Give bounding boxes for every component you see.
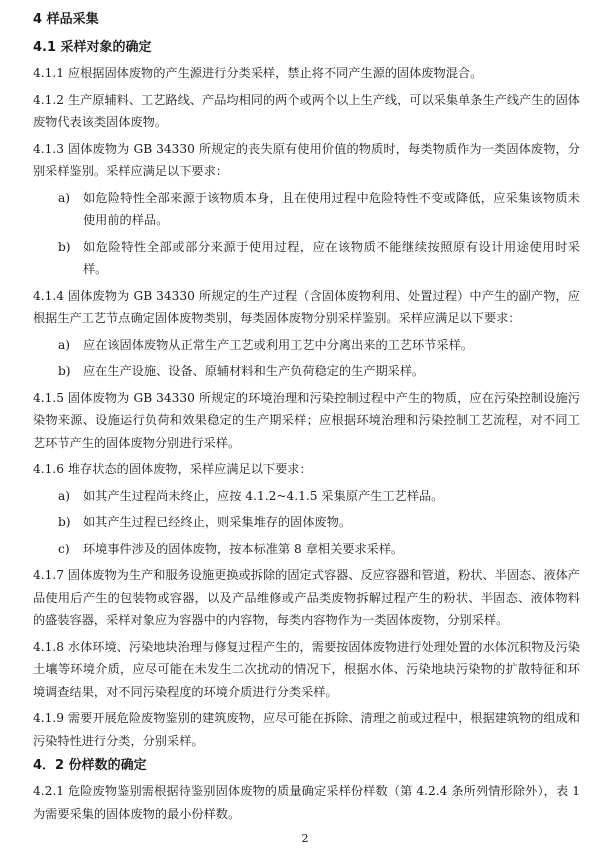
item-text: 如危险特性全部来源于该物质本身，且在使用过程中危险特性不变或降低，应采集该物质未使用前的样品。 (83, 190, 580, 227)
item-label: a) (58, 337, 71, 352)
clause-4-1-6: 4.1.6 堆存状态的固体废物，采样应满足以下要求： (33, 462, 312, 476)
item-label: b) (58, 515, 71, 529)
clause-4-1-6-item-a (33, 485, 580, 508)
clause-4-1-4-item-b (33, 360, 580, 383)
clause-4-1-4-item-a (33, 334, 580, 357)
section-heading-4-2: 4．2 份样数的确定 (33, 758, 147, 773)
clause-4-1-3-item-a (33, 187, 580, 232)
item-text: 如其产生过程尚未终止，应按 4.1.2~4.1.5 采集原产生工艺样品。 (83, 488, 444, 503)
clause-4-2-1: 4.2.1 危险废物鉴别需根据待鉴别固体废物的质量确定采样份样数（第 4.2.4 条所列情形除外），表 1 为需要采集的固体废物的最小份样数。 (33, 784, 580, 821)
section-heading-4-1: 4.1 采样对象的确定 (33, 40, 152, 55)
section-heading-4: 4 样品采集 (33, 12, 99, 27)
item-text: 应在该固体废物从正常生产工艺或利用工艺中分离出来的工艺环节采样。 (83, 337, 473, 352)
item-label: b) (58, 364, 71, 378)
clause-4-1-9: 4.1.9 需要开展危险废物鉴别的建筑废物，应尽可能在拆除、清理之前或过程中，根据建筑物的组成和污染特性进行分类，分别采样。 (33, 711, 580, 748)
clause-4-1-1: 4.1.1 应根据固体废物的产生源进行分类采样，禁止将不同产生源的固体废物混合。 (33, 66, 483, 80)
item-text: 如其产生过程已经终止，则采集堆存的固体废物。 (83, 515, 352, 529)
item-text: 应在生产设施、设备、原辅材料和生产负荷稳定的生产期采样。 (83, 364, 425, 378)
clause-4-1-4: 4.1.4 固体废物为 GB 34330 所规定的生产过程（含固体废物利用、处置过程）中产生的副产物，应根据生产工艺节点确定固体废物类别，每类固体废物分别采样鉴别。采样应满足以下要求： (33, 288, 580, 325)
clause-4-1-2: 4.1.2 生产原辅料、工艺路线、产品均相同的两个或两个以上生产线，可以采集单条生产线产生的固体废物代表该类固体废物。 (33, 92, 580, 129)
clause-4-1-6-item-b (33, 511, 580, 534)
clause-4-1-3-item-b (33, 236, 580, 281)
item-text: 环境事件涉及的固体废物，按本标准第 8 章相关要求采样。 (83, 541, 404, 556)
clause-4-1-8: 4.1.8 水体环境、污染地块治理与修复过程产生的，需要按固体废物进行处理处置的水体沉积物及污染土壤等环境介质，应尽可能在未发生二次扰动的情况下，根据水体、污染地块污染物的扩散特征和环境调查结果，对不同污染程度的环境介质进行分类采样。 (33, 639, 580, 699)
item-text: 如危险特性全部或部分来源于使用过程，应在该物质不能继续按照原有设计用途使用时采样。 (83, 239, 580, 276)
clause-4-1-7: 4.1.7 固体废物为生产和服务设施更换或拆除的固定式容器、反应容器和管道，粉状、半固态、液体产品使用后产生的包装物或容器，以及产品维修或产品类废物拆解过程产生的粉状、半固态、液体物料的盛装容器，采样对象应为容器中的内容物，每类内容物作为一类固体废物，分别采样。 (33, 568, 580, 627)
item-label: a) (58, 190, 71, 205)
clause-4-1-6-item-c (33, 538, 580, 561)
item-label: a) (58, 488, 71, 503)
item-label: b) (58, 239, 71, 254)
page-number: 2 (301, 832, 309, 845)
item-label: c) (58, 541, 70, 556)
clause-4-1-3: 4.1.3 固体废物为 GB 34330 所规定的丧失原有使用价值的物质时，每类物质作为一类固体废物，分别采样鉴别。采样应满足以下要求： (33, 141, 580, 178)
clause-4-1-5: 4.1.5 固体废物为 GB 34330 所规定的环境治理和污染控制过程中产生的物质，应在污染控制设施污染物来源、设施运行负荷和效果稳定的生产期采样；应根据环境治理和污染控制工艺流程，对不同工艺环节产生的固体废物分别进行采样。 (33, 390, 580, 450)
